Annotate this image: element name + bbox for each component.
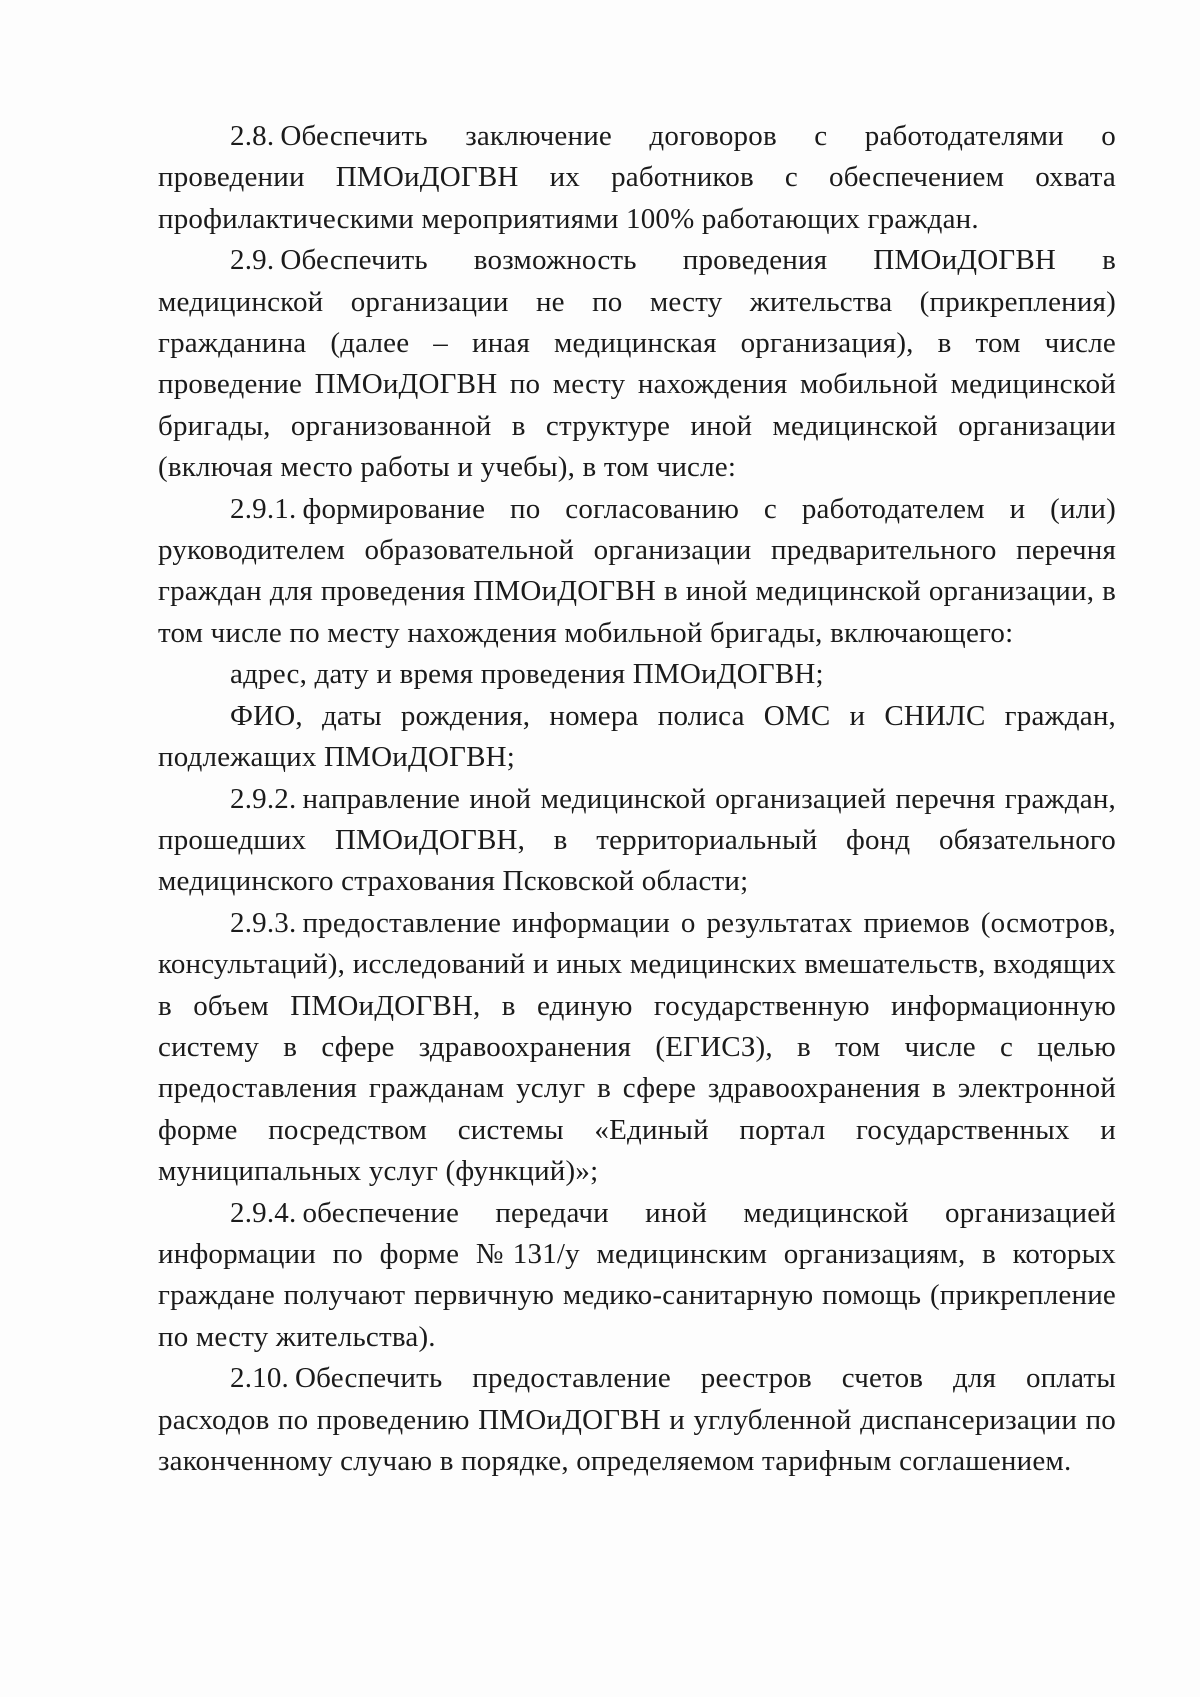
paragraph-text: Обеспечить предоставление реестров счетов для оплаты расходов по проведению ПМОиДОГВН и углубленной диспансеризации по законченному случаю в порядке, определяемом тарифным соглашением. [158,1362,1116,1477]
paragraph-text: Обеспечить возможность проведения ПМОиДОГВН в медицинской организации не по месту жительства (прикрепления) гражданина (далее – иная медицинская организация), в том числе проведение ПМОиДОГВН по месту нахождения мобильной медицинской бригады, организованной в структуре иной медицинской организации (включая место работы и учебы), в том числе: [158,244,1116,484]
paragraph-text: формирование по согласованию с работодателем и (или) руководителем образовательной организации предварительного перечня граждан для проведения ПМОиДОГВН в иной медицинской организации, в том числе по месту нахождения мобильной бригады, включающего: [158,492,1116,649]
paragraph-text: направление иной медицинской организацией перечня граждан, прошедших ПМОиДОГВН, в территориальный фонд обязательного медицинского страхования Псковской области; [158,782,1116,898]
paragraph-address-item [158,654,1116,695]
paragraph-number: 2.8. [230,120,275,152]
paragraph-number: 2.9.2. [230,782,297,815]
paragraph-2-9-1 [158,489,1116,655]
paragraph-number: 2.10. [230,1362,289,1395]
paragraph-2-9-2 [158,779,1116,903]
document-body [158,116,1116,1482]
paragraph-number: 2.9.1. [230,492,297,525]
paragraph-text: предоставление информации о результатах приемов (осмотров, консультаций), исследований и иных медицинских вмешательств, входящих в объем ПМОиДОГВН, в единую государственную информационную систему в сфере здравоохранения (ЕГИСЗ), в том числе с целью предоставления гражданам услуг в сфере здравоохранения в электронной форме посредством системы «Единый портал государственных и муниципальных услуг (функций)»; [158,906,1116,1188]
paragraph-text: адрес, дату и время проведения ПМОиДОГВН; [230,658,824,691]
paragraph-fio-item [158,696,1116,779]
paragraph-2-9-4 [158,1193,1116,1359]
paragraph-text: обеспечение передачи иной медицинской организацией информации по форме №131/у медицинским организациям, в которых граждане получают первичную медико-санитарную помощь (прикрепление по месту жительства). [158,1196,1116,1353]
paragraph-number: 2.9.4. [230,1196,297,1229]
paragraph-text: Обеспечить заключение договоров с работодателями о проведении ПМОиДОГВН их работников с обеспечением охвата профилактическими мероприятиями 100% работающих граждан. [158,120,1116,235]
paragraph-number: 2.9.3. [230,906,297,939]
paragraph-2-9-3 [158,903,1116,1193]
paragraph-2-9 [158,240,1116,488]
paragraph-number: 2.9. [230,244,275,277]
paragraph-2-8 [158,116,1116,240]
paragraph-2-10 [158,1358,1116,1482]
paragraph-text: ФИО, даты рождения, номера полиса ОМС и СНИЛС граждан, подлежащих ПМОиДОГВН; [158,699,1116,774]
